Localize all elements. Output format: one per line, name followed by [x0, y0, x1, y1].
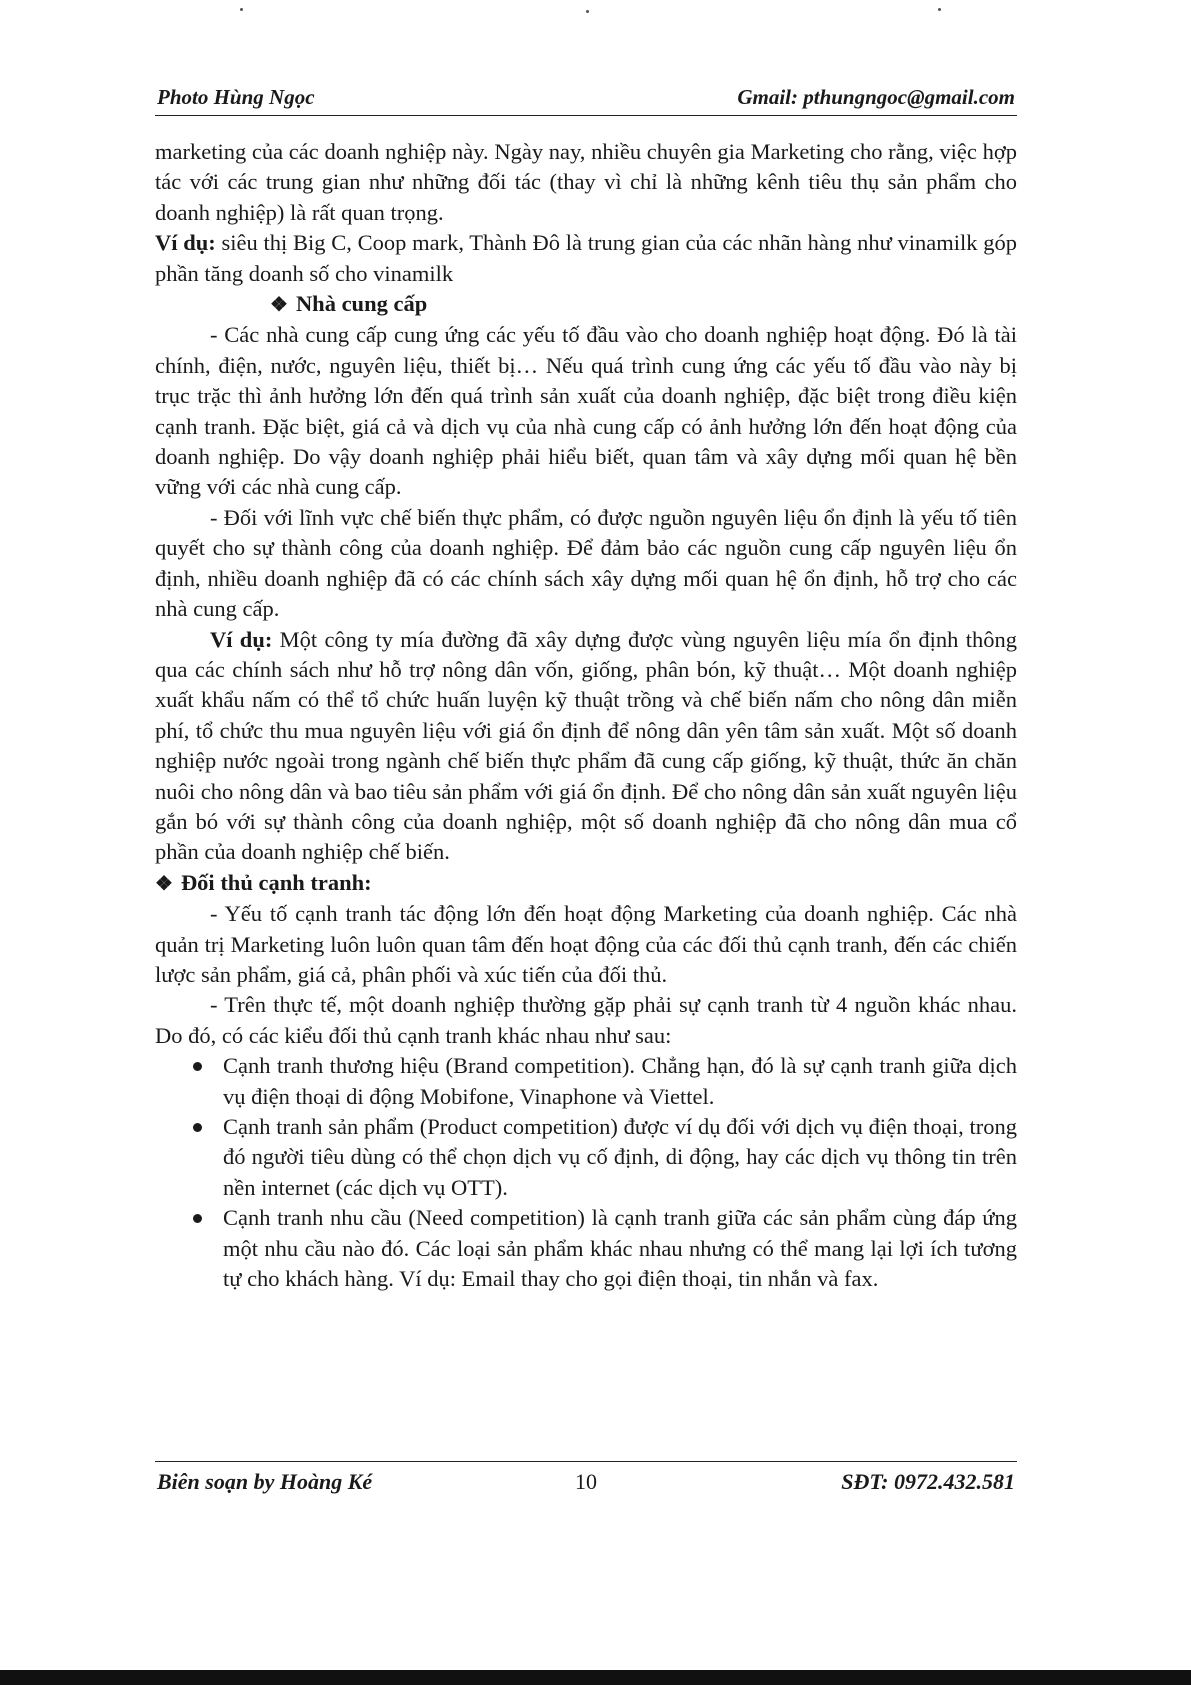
paragraph: marketing của các doanh nghiệp này. Ngày nay, nhiều chuyên gia Marketing cho rằng, việc hợp tác với các trung gian như những đối tác (thay vì chỉ là những kênh tiêu thụ sản phẩm cho doanh nghiệp) là rất quan trọng. — [155, 139, 1017, 225]
footer-phone: SĐT: 0972.432.581 — [841, 1469, 1015, 1494]
list-item — [155, 1112, 1017, 1203]
header-email: Gmail: pthungngoc@gmail.com — [737, 85, 1015, 109]
list-item-text: Cạnh tranh nhu cầu (Need competition) là cạnh tranh giữa các sản phẩm cùng đáp ứng một nhu cầu nào đó. Các loại sản phẩm khác nhau nhưng có thể mang lại lợi ích tương tự cho khách hàng. Ví dụ: Email thay cho gọi điện thoại, tin nhắn và fax. — [223, 1205, 1017, 1292]
list-item — [155, 1051, 1017, 1112]
bullet-dot-icon — [193, 1062, 202, 1071]
header-left-text: Photo Hùng Ngọc — [157, 85, 315, 109]
section-title: Nhà cung cấp — [295, 291, 428, 317]
example-paragraph — [155, 228, 1017, 289]
scan-speck — [938, 8, 941, 11]
paragraph: - Trên thực tế, một doanh nghiệp thường gặp phải sự cạnh tranh từ 4 nguồn khác nhau. Do đó, có các kiểu đối thủ cạnh tranh khác nhau như sau: — [155, 992, 1017, 1048]
scan-speck — [586, 10, 589, 13]
document-body — [155, 137, 1017, 1294]
example-text: Một công ty mía đường đã xây dựng được vùng nguyên liệu mía ổn định thông qua các chính sách như hỗ trợ nông dân vốn, giống, phân bón, kỹ thuật… Một doanh nghiệp xuất khẩu nấm có thể tổ chức huấn luyện kỹ thuật trồng và chế biến nấm cho nông dân miễn phí, tổ chức thu mua nguyên liệu với giá ổn định để nông dân yên tâm sản xuất. Một số doanh nghiệp nước ngoài trong ngành chế biến thực phẩm đã cung cấp giống, kỹ thuật, thức ăn chăn nuôi cho nông dân và bao tiêu sản phẩm với giá ổn định. Để cho nông dân sản xuất nguyên liệu gắn bó với sự thành công của doanh nghiệp, một số doanh nghiệp đã cho nông dân mua cổ phần của doanh nghiệp chế biến. — [155, 626, 1017, 865]
footer-author: Biên soạn by Hoàng Ké — [157, 1469, 373, 1494]
page-number: 10 — [575, 1469, 597, 1494]
list-item — [155, 1203, 1017, 1294]
diamond-bullet-icon: ❖ — [270, 294, 288, 317]
section-heading-suppliers — [155, 289, 1017, 320]
paragraph: - Các nhà cung cấp cung ứng các yếu tố đầu vào cho doanh nghiệp hoạt động. Đó là tài chính, điện, nước, nguyên liệu, thiết bị… Nếu quá trình cung ứng các yếu tố đầu vào này bị trục trặc thì ảnh hưởng lớn đến quá trình sản xuất của doanh nghiệp, đặc biệt trong điều kiện cạnh tranh. Đặc biệt, giá cả và dịch vụ của nhà cung cấp có ảnh hưởng lớn đến hoạt động của doanh nghiệp. Do vậy doanh nghiệp phải hiểu biết, quan tâm và xây dựng mối quan hệ bền vững với các nhà cung cấp. — [155, 322, 1017, 500]
bullet-list — [155, 1051, 1017, 1294]
paragraph: - Đối với lĩnh vực chế biến thực phẩm, có được nguồn nguyên liệu ổn định là yếu tố tiên quyết cho sự thành công của doanh nghiệp. Để đảm bảo các nguồn cung cấp nguyên liệu ổn định, nhiều doanh nghiệp đã có các chính sách xây dựng mối quan hệ ổn định, hỗ trợ cho các nhà cung cấp. — [155, 504, 1017, 622]
section-title: Đối thủ cạnh tranh: — [180, 869, 372, 895]
example-label: Ví dụ: — [155, 230, 216, 256]
diamond-bullet-icon: ❖ — [155, 872, 173, 895]
page-header — [155, 83, 1017, 116]
example-paragraph — [155, 625, 1017, 868]
list-item-text: Cạnh tranh sản phẩm (Product competition) được ví dụ đối với dịch vụ điện thoại, trong đó người tiêu dùng có thể chọn dịch vụ cố định, di động, hay các dịch vụ thông tin trên nền internet (các dịch vụ OTT). — [223, 1114, 1017, 1200]
paragraph: - Yếu tố cạnh tranh tác động lớn đến hoạt động Marketing của doanh nghiệp. Các nhà quản trị Marketing luôn luôn quan tâm đến hoạt động của các đối thủ cạnh tranh, đến các chiến lược sản phẩm, giá cả, phân phối và xúc tiến của đối thủ. — [155, 901, 1017, 987]
page-footer — [155, 1461, 1017, 1502]
scan-speck — [240, 8, 243, 11]
bullet-dot-icon — [193, 1214, 202, 1223]
example-label: Ví dụ: — [210, 626, 273, 652]
scan-bottom-edge — [0, 1670, 1191, 1685]
section-heading-competitors — [155, 868, 1017, 899]
bullet-dot-icon — [193, 1123, 202, 1132]
example-text: siêu thị Big C, Coop mark, Thành Đô là trung gian của các nhãn hàng như vinamilk góp phần tăng doanh số cho vinamilk — [155, 230, 1017, 286]
list-item-text: Cạnh tranh thương hiệu (Brand competition). Chẳng hạn, đó là sự cạnh tranh giữa dịch vụ điện thoại di động Mobifone, Vinaphone và Viettel. — [223, 1053, 1017, 1109]
